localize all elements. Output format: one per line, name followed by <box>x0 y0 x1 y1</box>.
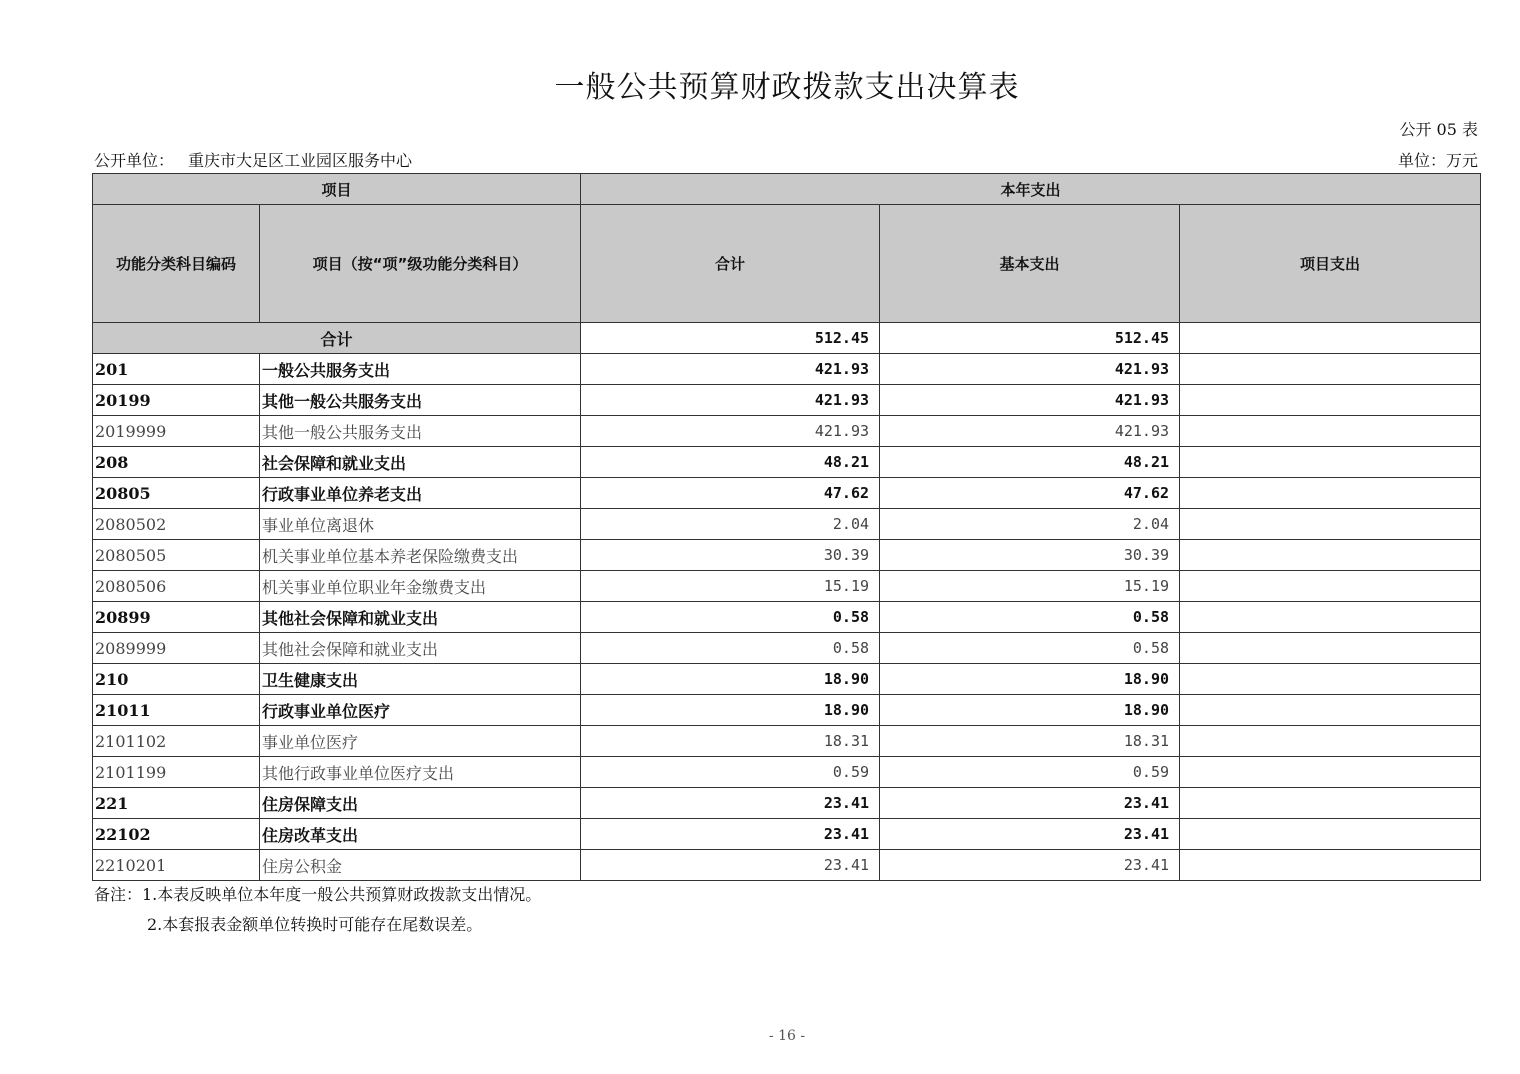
total-basic: 512.45 <box>880 323 1180 354</box>
row-code: 22102 <box>93 819 260 850</box>
table-row <box>93 416 1481 447</box>
header-basic: 基本支出 <box>880 205 1180 323</box>
table-row <box>93 850 1481 881</box>
table-row <box>93 757 1481 788</box>
row-item <box>1180 478 1481 509</box>
row-item <box>1180 354 1481 385</box>
row-code: 2080502 <box>93 509 260 540</box>
total-amount: 512.45 <box>581 323 880 354</box>
row-name: 住房改革支出 <box>260 819 581 850</box>
row-item <box>1180 602 1481 633</box>
header-code: 功能分类科目编码 <box>93 205 260 323</box>
row-item <box>1180 509 1481 540</box>
row-basic: 23.41 <box>880 788 1180 819</box>
row-total: 23.41 <box>581 819 880 850</box>
row-item <box>1180 664 1481 695</box>
row-name: 机关事业单位职业年金缴费支出 <box>260 571 581 602</box>
table-row <box>93 819 1481 850</box>
row-code: 21011 <box>93 695 260 726</box>
row-total: 30.39 <box>581 540 880 571</box>
total-label: 合计 <box>93 323 581 354</box>
row-name: 其他一般公共服务支出 <box>260 416 581 447</box>
header-this-year: 本年支出 <box>581 174 1481 205</box>
row-basic: 18.90 <box>880 664 1180 695</box>
note-2: 2.本套报表金额单位转换时可能存在尾数误差。 <box>147 915 483 934</box>
row-total: 47.62 <box>581 478 880 509</box>
row-code: 2080506 <box>93 571 260 602</box>
row-item <box>1180 757 1481 788</box>
row-basic: 0.58 <box>880 633 1180 664</box>
row-code: 2101102 <box>93 726 260 757</box>
row-basic: 48.21 <box>880 447 1180 478</box>
note-1: 备注：1.本表反映单位本年度一般公共预算财政拨款支出情况。 <box>94 885 542 904</box>
row-item <box>1180 540 1481 571</box>
header-total: 合计 <box>581 205 880 323</box>
row-total: 2.04 <box>581 509 880 540</box>
row-code: 2080505 <box>93 540 260 571</box>
row-name: 其他一般公共服务支出 <box>260 385 581 416</box>
row-basic: 23.41 <box>880 819 1180 850</box>
row-total: 15.19 <box>581 571 880 602</box>
reporting-unit <box>94 148 412 171</box>
row-name: 行政事业单位养老支出 <box>260 478 581 509</box>
row-basic: 18.31 <box>880 726 1180 757</box>
row-code: 221 <box>93 788 260 819</box>
row-basic: 0.59 <box>880 757 1180 788</box>
table-row <box>93 385 1481 416</box>
table-row <box>93 354 1481 385</box>
row-name: 其他行政事业单位医疗支出 <box>260 757 581 788</box>
table-row <box>93 540 1481 571</box>
reporting-unit-label: 公开单位： <box>94 151 175 170</box>
row-item <box>1180 695 1481 726</box>
row-item <box>1180 726 1481 757</box>
row-basic: 30.39 <box>880 540 1180 571</box>
row-name: 机关事业单位基本养老保险缴费支出 <box>260 540 581 571</box>
row-code: 208 <box>93 447 260 478</box>
header-item: 项目支出 <box>1180 205 1481 323</box>
row-name: 其他社会保障和就业支出 <box>260 602 581 633</box>
row-item <box>1180 416 1481 447</box>
row-basic: 421.93 <box>880 416 1180 447</box>
table-row <box>93 478 1481 509</box>
row-name: 事业单位医疗 <box>260 726 581 757</box>
row-total: 421.93 <box>581 385 880 416</box>
row-item <box>1180 819 1481 850</box>
row-basic: 23.41 <box>880 850 1180 881</box>
row-item <box>1180 385 1481 416</box>
row-total: 421.93 <box>581 416 880 447</box>
row-total: 0.58 <box>581 602 880 633</box>
header-name: 项目（按“项”级功能分类科目） <box>260 205 581 323</box>
row-item <box>1180 788 1481 819</box>
row-total: 18.90 <box>581 664 880 695</box>
table-row <box>93 447 1481 478</box>
row-name: 事业单位离退休 <box>260 509 581 540</box>
row-name: 行政事业单位医疗 <box>260 695 581 726</box>
row-name: 社会保障和就业支出 <box>260 447 581 478</box>
row-total: 421.93 <box>581 354 880 385</box>
reporting-unit-name: 重庆市大足区工业园区服务中心 <box>188 151 413 170</box>
header-project: 项目 <box>93 174 581 205</box>
row-code: 20805 <box>93 478 260 509</box>
table-row <box>93 664 1481 695</box>
row-basic: 421.93 <box>880 385 1180 416</box>
notes <box>94 880 541 940</box>
row-code: 20199 <box>93 385 260 416</box>
table-row <box>93 695 1481 726</box>
page-number: - 16 - <box>768 1028 806 1044</box>
form-number: 公开 05 表 <box>1399 120 1478 139</box>
table-row <box>93 788 1481 819</box>
row-item <box>1180 447 1481 478</box>
row-code: 2210201 <box>93 850 260 881</box>
row-total: 48.21 <box>581 447 880 478</box>
row-basic: 15.19 <box>880 571 1180 602</box>
table-row <box>93 633 1481 664</box>
row-basic: 421.93 <box>880 354 1180 385</box>
row-total: 0.59 <box>581 757 880 788</box>
row-basic: 2.04 <box>880 509 1180 540</box>
row-code: 201 <box>93 354 260 385</box>
row-name: 其他社会保障和就业支出 <box>260 633 581 664</box>
currency-unit: 单位：万元 <box>1397 151 1478 170</box>
total-item <box>1180 323 1481 354</box>
row-code: 2019999 <box>93 416 260 447</box>
row-name: 住房保障支出 <box>260 788 581 819</box>
total-row <box>93 323 1481 354</box>
row-total: 0.58 <box>581 633 880 664</box>
table-row <box>93 726 1481 757</box>
row-code: 20899 <box>93 602 260 633</box>
row-basic: 18.90 <box>880 695 1180 726</box>
row-total: 18.31 <box>581 726 880 757</box>
row-name: 住房公积金 <box>260 850 581 881</box>
row-item <box>1180 571 1481 602</box>
row-code: 2089999 <box>93 633 260 664</box>
row-code: 210 <box>93 664 260 695</box>
table-row <box>93 509 1481 540</box>
row-total: 23.41 <box>581 788 880 819</box>
row-item <box>1180 850 1481 881</box>
table-row <box>93 571 1481 602</box>
page-title: 一般公共预算财政拨款支出决算表 <box>554 70 1020 105</box>
table-row <box>93 602 1481 633</box>
row-name: 卫生健康支出 <box>260 664 581 695</box>
row-basic: 0.58 <box>880 602 1180 633</box>
row-basic: 47.62 <box>880 478 1180 509</box>
row-code: 2101199 <box>93 757 260 788</box>
row-name: 一般公共服务支出 <box>260 354 581 385</box>
row-total: 23.41 <box>581 850 880 881</box>
row-total: 18.90 <box>581 695 880 726</box>
expenditure-table <box>92 173 1481 881</box>
row-item <box>1180 633 1481 664</box>
